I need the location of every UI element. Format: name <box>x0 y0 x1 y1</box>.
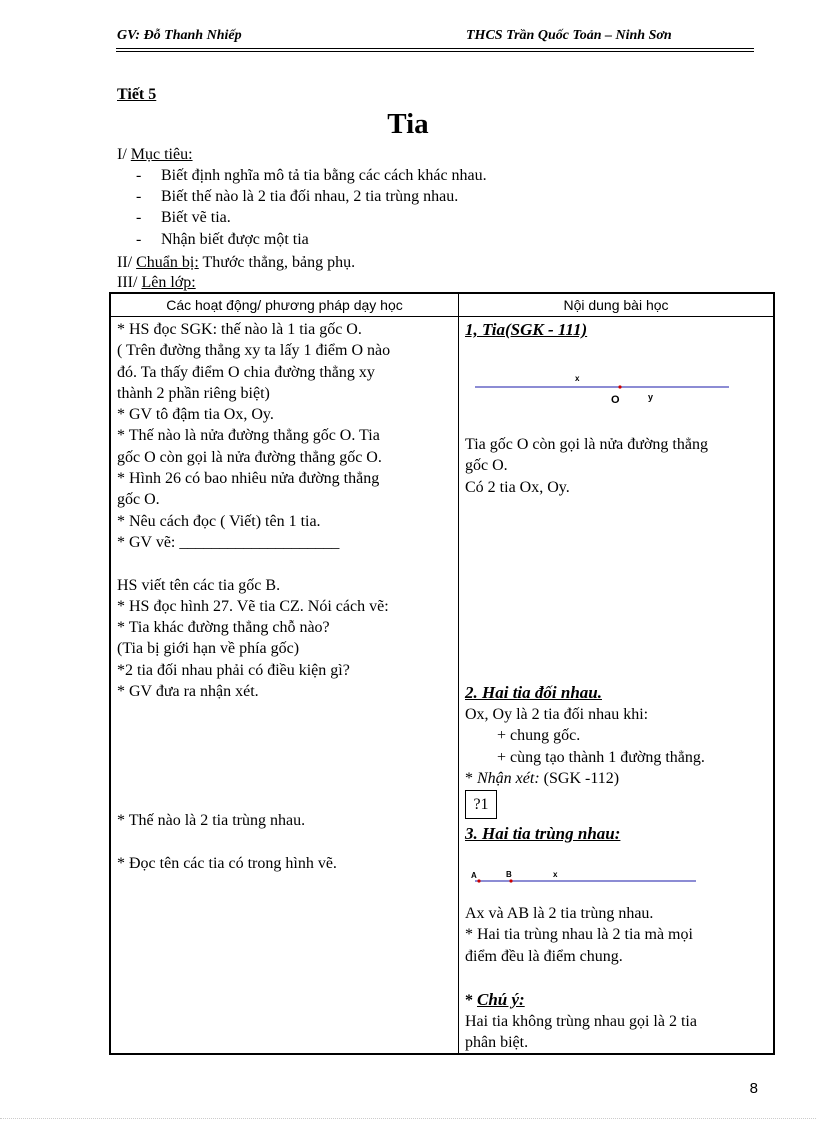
activity-line: ( Trên đường thẳng xy ta lấy 1 điểm O nào <box>117 342 391 360</box>
activity-line: (Tia bị giới hạn về phía gốc) <box>117 640 300 658</box>
remark-line <box>465 768 705 789</box>
objective-item <box>136 165 487 186</box>
class-heading-label: Lên lớp: <box>141 274 196 291</box>
header-rule-double <box>116 51 754 52</box>
class-heading-number: III/ <box>117 274 142 291</box>
content-line: Hai tia không trùng nhau gọi là 2 tia <box>465 1013 697 1030</box>
condition-common-origin: + chung gốc. <box>497 727 581 745</box>
bullet-dash: - <box>136 209 142 226</box>
activity-line: * GV tô đậm tia Ox, Oy. <box>117 406 274 424</box>
content-line: gốc O. <box>465 457 508 475</box>
objective-text: Biết thế nào là 2 tia đối nhau, 2 tia trùng nhau. <box>161 188 459 205</box>
prep-heading: Chuẩn bị: <box>136 254 199 271</box>
point-b <box>509 879 512 882</box>
content-line: Có 2 tia Ox, Oy. <box>465 478 570 496</box>
content-cell <box>459 317 775 1055</box>
table-header-row <box>110 293 774 317</box>
page-title: Tia <box>387 108 429 140</box>
activity-line: thành 2 phần riêng biệt) <box>117 384 270 402</box>
section-coincident-heading: 3. Hai tia trùng nhau: <box>465 824 621 843</box>
label-b: B <box>506 870 512 879</box>
label-o: O <box>611 394 620 406</box>
activities-text <box>117 319 390 702</box>
prep-heading-number: II/ <box>117 254 137 271</box>
objective-text: Biết định nghĩa mô tả tia bằng các cách khác nhau. <box>161 167 487 184</box>
header-teacher: GV: Đỗ Thanh Nhiếp <box>117 28 242 43</box>
activities-cell <box>110 317 459 1055</box>
objectives-heading-number: I/ <box>117 146 131 163</box>
activity-line: * HS đọc hình 27. Vẽ tia CZ. Nói cách vẽ: <box>117 597 389 615</box>
section-opposite-heading: 2. Hai tia đối nhau. <box>465 683 602 702</box>
note-text <box>465 1011 697 1054</box>
content-line: Ox, Oy là 2 tia đối nhau khi: <box>465 706 649 723</box>
lesson-table <box>109 292 775 1055</box>
ray-figure-xy <box>459 367 775 407</box>
note-label: Chú ý: <box>477 990 525 1009</box>
activity-line: * Thế nào là nửa đường thẳng gốc O. Tia <box>117 427 380 445</box>
activity-line: * GV vẽ: ____________________ <box>117 533 340 551</box>
remark-star: * <box>465 769 477 787</box>
objective-text: Biết vẽ tia. <box>161 209 231 226</box>
content-line: phân biệt. <box>465 1034 529 1052</box>
activity-line: gốc O. <box>117 491 160 509</box>
bullet-dash: - <box>136 167 142 184</box>
activity-line: đó. Ta thấy điểm O chia đường thẳng xy <box>117 363 375 381</box>
activity-question-same-rays: * Thế nào là 2 tia trùng nhau. <box>117 812 306 829</box>
table-body-row <box>110 317 774 1055</box>
activity-question-read-rays: * Đọc tên các tia có trong hình vẽ. <box>117 855 337 872</box>
label-a: A <box>471 871 477 880</box>
point-a <box>477 879 480 882</box>
col-activities-header: Các hoạt động/ phương pháp dạy học <box>110 293 459 317</box>
activity-line: * HS đọc SGK: thế nào là 1 tia gốc O. <box>117 321 362 338</box>
prep-text: Thước thẳng, bảng phụ. <box>198 254 356 271</box>
content-body <box>459 317 773 1053</box>
ray-figure-ab <box>459 865 775 895</box>
objective-text: Nhận biết được một tia <box>161 231 309 248</box>
activity-line: *2 tia đối nhau phải có điều kiện gì? <box>117 661 350 679</box>
activities-content <box>111 317 458 1053</box>
page-number: 8 <box>749 1080 758 1097</box>
objective-item <box>136 207 231 228</box>
condition-same-line: + cùng tạo thành 1 đường thẳng. <box>497 748 705 766</box>
activity-line: * Nêu cách đọc ( Viết) tên 1 tia. <box>117 512 321 530</box>
point-o <box>618 385 621 388</box>
objective-item <box>136 229 309 250</box>
objective-item <box>136 186 458 207</box>
lesson-number: Tiết 5 <box>117 86 157 103</box>
activity-blank-line <box>117 553 390 574</box>
remark-reference: (SGK -112) <box>539 769 620 787</box>
objectives-heading <box>117 144 193 165</box>
bullet-dash: - <box>136 231 142 248</box>
activity-line: * Hình 26 có bao nhiêu nửa đường thẳng <box>117 470 380 488</box>
section-ray-heading: 1, Tia(SGK - 111) <box>465 320 588 339</box>
note-heading <box>465 989 525 1011</box>
col-content-header: Nội dung bài học <box>459 293 775 317</box>
label-x-ray: x <box>553 870 558 879</box>
activity-line: * GV đưa ra nhận xét. <box>117 683 259 701</box>
content-line: Ax và AB là 2 tia trùng nhau. <box>465 905 654 922</box>
content-line: Tia gốc O còn gọi là nửa đường thẳng <box>465 436 708 453</box>
content-line: điểm đều là điểm chung. <box>465 947 623 965</box>
page-bottom-edge <box>0 1118 816 1119</box>
label-x: x <box>575 374 580 383</box>
prep-line <box>117 252 355 273</box>
content-line: * Hai tia trùng nhau là 2 tia mà mọi <box>465 926 693 944</box>
label-y: y <box>648 392 654 402</box>
objectives-heading-label: Mục tiêu: <box>130 146 193 163</box>
header-rule <box>116 48 754 49</box>
activity-line: HS viết tên các tia gốc B. <box>117 576 281 594</box>
header-school: THCS Trần Quốc Toản – Ninh Sơn <box>466 28 672 43</box>
activity-line: * Tia khác đường thẳng chỗ nào? <box>117 619 330 637</box>
section-coincident-text <box>465 903 693 967</box>
activity-line: gốc O còn gọi là nửa đường thẳng gốc O. <box>117 448 382 466</box>
remark-label: Nhận xét: <box>477 769 540 787</box>
note-star: * <box>465 992 477 1009</box>
class-heading <box>117 272 196 293</box>
section-ray-text <box>465 434 708 498</box>
bullet-dash: - <box>136 188 142 205</box>
question-box: ?1 <box>465 790 497 819</box>
section-opposite-text <box>465 704 705 789</box>
